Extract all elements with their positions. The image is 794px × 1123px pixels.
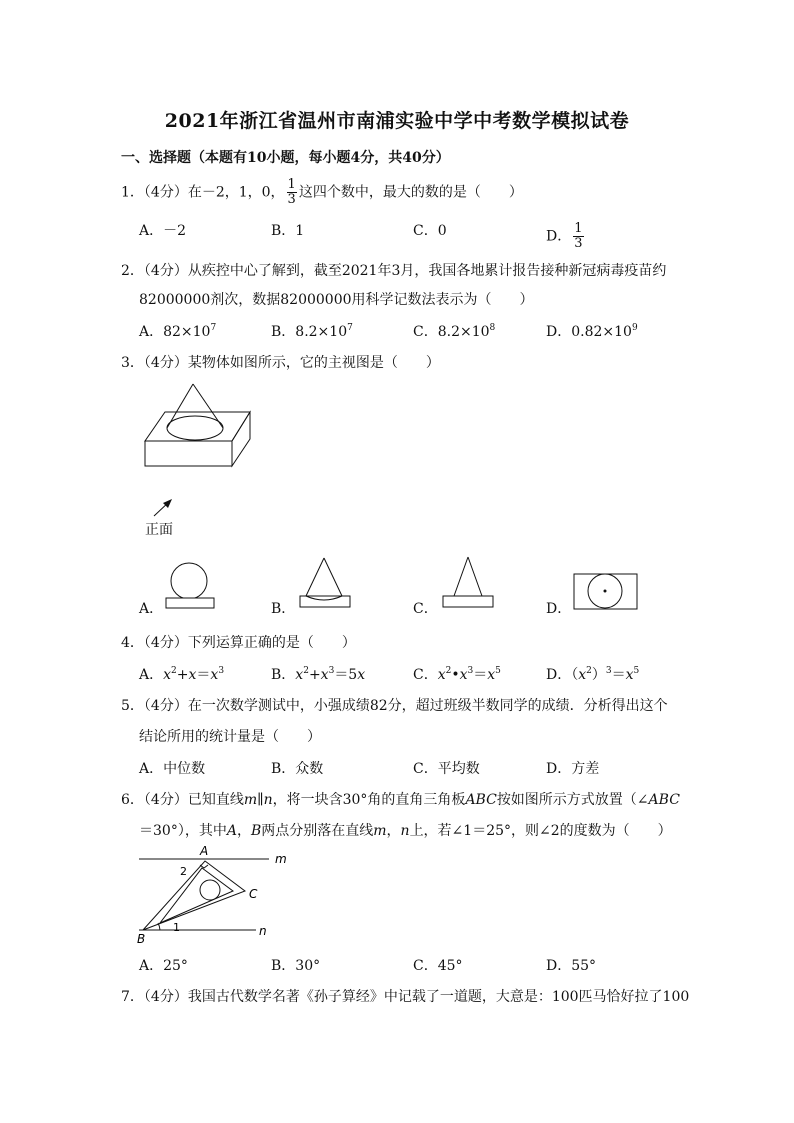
q5-option-a: A．中位数 — [139, 761, 206, 777]
q4-option-d: D．$(x^2)^3=x^5$ — [546, 666, 640, 683]
q4-option-a-prefix: A． — [139, 667, 164, 683]
q6-option-c: C．45° — [413, 958, 463, 974]
q1-frac-num: 1 — [287, 177, 296, 192]
q6-option-a: A．25° — [139, 958, 188, 974]
q3-option-a-figure — [164, 562, 216, 610]
q6-line2-b: 两点分别落在直线 — [261, 823, 374, 839]
q2-option-c-base: C．8.2×10 — [413, 324, 490, 340]
page-title: 2021年浙江省温州市南浦实验中学中考数学模拟试卷 — [164, 110, 630, 132]
q3-option-c-figure — [440, 556, 496, 610]
question-4: 4．（4分）下列运算正确的是（ ） — [121, 635, 356, 651]
q3-option-b: B． — [271, 601, 296, 617]
q4-option-a: A．$x^2+x=x^3$ — [139, 666, 225, 683]
q1-option-d-fraction — [573, 222, 583, 251]
q2-option-c — [413, 323, 495, 341]
question-2-line-1: 2．（4分）从疾控中心了解到，截至2021年3月，我国各地累计报告接种新冠病毒疫苗约 — [121, 263, 667, 279]
q6-label-b: B — [137, 932, 146, 946]
q1-option-d-label: D． — [546, 228, 572, 245]
q4-option-c: C．$x^2•x^3=x^5$ — [413, 666, 501, 683]
q1-text-a: 1．（4分）在－2，1，0， — [121, 184, 285, 201]
q1-option-d-num: 1 — [574, 221, 583, 236]
q2-option-a-exp: 7 — [210, 323, 217, 333]
question-2-line-2: 82000000剂次，数据82000000用科学记数法表示为（ ） — [139, 292, 534, 308]
q6-line1-b: ，将一块含30°角的直角三角板 — [272, 792, 466, 808]
q1-frac-den: 3 — [287, 192, 296, 207]
q3-option-b-figure — [296, 556, 354, 610]
q6-label-n: n — [259, 924, 267, 938]
q2-option-a — [139, 323, 216, 341]
q6-label-angle-1: 1 — [173, 921, 180, 934]
question-7-line-1: 7．（4分）我国古代数学名著《孙子算经》中记载了一道题，大意是：100匹马恰好拉了100 — [121, 989, 690, 1005]
question-5-line-2: 结论所用的统计量是（ ） — [139, 729, 321, 745]
question-6-line-2: ＝30°），其中A，B两点分别落在直线m，n上，若∠1＝25°，则∠2的度数为（ ） — [139, 823, 672, 839]
question-6-line-1: 6．（4分）已知直线m∥n，将一块含30°角的直角三角板ABC按如图所示方式放置（∠ABC — [121, 792, 680, 808]
q2-option-b-exp: 7 — [347, 323, 353, 333]
q4-option-d-prefix: D． — [546, 667, 572, 683]
q6-line1-c: 按如图所示方式放置（∠ — [496, 792, 649, 808]
q1-option-d — [546, 222, 586, 251]
q2-option-d — [546, 323, 638, 341]
q4-option-c-prefix: C． — [413, 667, 438, 683]
q3-option-d: D． — [546, 601, 572, 617]
q5-option-c: C．平均数 — [413, 761, 480, 777]
q6-line2-c: 上，若∠1＝25°，则∠2的度数为（ ） — [409, 823, 672, 839]
q6-label-m: m — [275, 852, 287, 866]
q2-option-c-exp: 8 — [489, 323, 496, 333]
q3-front-label: 正面 — [145, 522, 173, 538]
q2-option-a-base: A．82×10 — [139, 324, 211, 340]
question-3: 3．（4分）某物体如图所示，它的主视图是（ ） — [121, 355, 440, 371]
q4-option-b: B．$x^2+x^3=5x$ — [271, 666, 366, 683]
q6-figure — [132, 843, 287, 948]
q4-option-b-prefix: B． — [271, 667, 296, 683]
q2-option-b-base: B．8.2×10 — [271, 324, 348, 340]
q6-label-a: A — [200, 844, 209, 858]
q6-line2-a: ＝30°），其中 — [139, 823, 227, 839]
q1-text-b: 这四个数中，最大的数的是（ ） — [298, 184, 523, 201]
question-5-line-1: 5．（4分）在一次数学测试中，小强成绩82分，超过班级半数同学的成绩．分析得出这个 — [121, 698, 668, 714]
q2-option-d-base: D．0.82×10 — [546, 324, 632, 340]
q5-option-b: B．众数 — [271, 761, 324, 777]
q1-option-b: B．1 — [271, 223, 305, 239]
q3-option-a: A． — [139, 601, 164, 617]
q2-option-d-exp: 9 — [631, 323, 638, 333]
q6-label-angle-2: 2 — [180, 865, 187, 878]
q1-option-d-den: 3 — [574, 236, 583, 251]
q5-option-d: D．方差 — [546, 761, 600, 777]
q6-option-d: D．55° — [546, 958, 597, 974]
q1-option-c: C．0 — [413, 223, 447, 239]
q1-option-a: A．－2 — [139, 223, 187, 239]
q6-line1-a: 6．（4分）已知直线 — [121, 792, 244, 808]
section-heading: 一、选择题（本题有10小题，每小题4分，共40分） — [121, 150, 450, 166]
q1-fraction — [287, 178, 297, 207]
question-1 — [121, 178, 523, 207]
q6-label-c: C — [249, 887, 258, 901]
q6-option-b: B．30° — [271, 958, 321, 974]
q2-option-b — [271, 323, 353, 341]
q3-option-c: C． — [413, 601, 438, 617]
q3-solid-figure — [140, 384, 260, 544]
q3-option-d-figure — [573, 573, 639, 611]
